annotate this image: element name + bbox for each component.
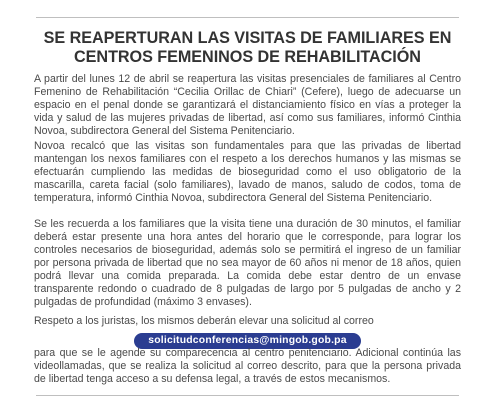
paragraph-reopening: A partir del lunes 12 de abril se reapertura las visitas presenciales de familiares al Centro Femenino de Rehabilitación “Cecilia Orillac de Chiari” (Cefere), luego de adecuarse un espacio en el penal donde se garantizará el distanciamiento físico en vías a proteger la vida y salud de las mujeres privadas de libertad, así como sus familiares, informó Cinthia Novoa, subdirectora General del Sistema Penitenciario. — [34, 73, 461, 137]
page-title — [30, 29, 465, 67]
email-link[interactable]: solicitudconferencias@mingob.gob.pa — [134, 333, 360, 349]
paragraph-videocalls: para que se le agende su comparecencia al centro penitenciario. Adicional continúa las videollamadas, que se realiza la solicitud al correo descrito, para que la persona privada de libertad tenga acceso a su defensa legal, a través de estos mecanismos. — [34, 347, 461, 385]
paragraph-biosecurity: Novoa recalcó que las visitas son fundamentales para que las privadas de libertad mantengan los nexos familiares con el respeto a los derechos humanos y las mismas se efectuarán cumpliendo las medidas de bioseguridad como el uso obligatorio de la mascarilla, careta facial (solo familiares), lavado de manos, saludo de codos, toma de temperatura, informó Cinthia Novoa, subdirectora General del Sistema Penitenciario. — [34, 140, 461, 204]
bottom-divider — [36, 395, 459, 396]
title-line-1: SE REAPERTURAN LAS VISITAS DE FAMILIARES EN — [43, 29, 452, 47]
paragraph-jurists: Respeto a los juristas, los mismos deberán elevar una solicitud al correo — [34, 315, 374, 327]
top-divider — [36, 17, 459, 18]
title-line-2: CENTROS FEMENINOS DE REHABILITACIÓN — [74, 48, 421, 66]
paragraph-visit-rules: Se les recuerda a los familiares que la visita tiene una duración de 30 minutos, el familiar deberá estar presente una hora antes del horario que le corresponde, para lograr los controles necesarios de bioseguridad, además solo se permitirá el ingreso de un familiar por persona privada de libertad que no sea mayor de 60 años ni menor de 18 años, quien podrá llevar una comida preparada. La comida debe estar dentro de un envase transparente redondo o cuadrado de 8 pulgadas de largo por 5 pulgadas de ancho y 2 pulgadas de profundidad (máximo 3 envases). — [34, 218, 461, 308]
